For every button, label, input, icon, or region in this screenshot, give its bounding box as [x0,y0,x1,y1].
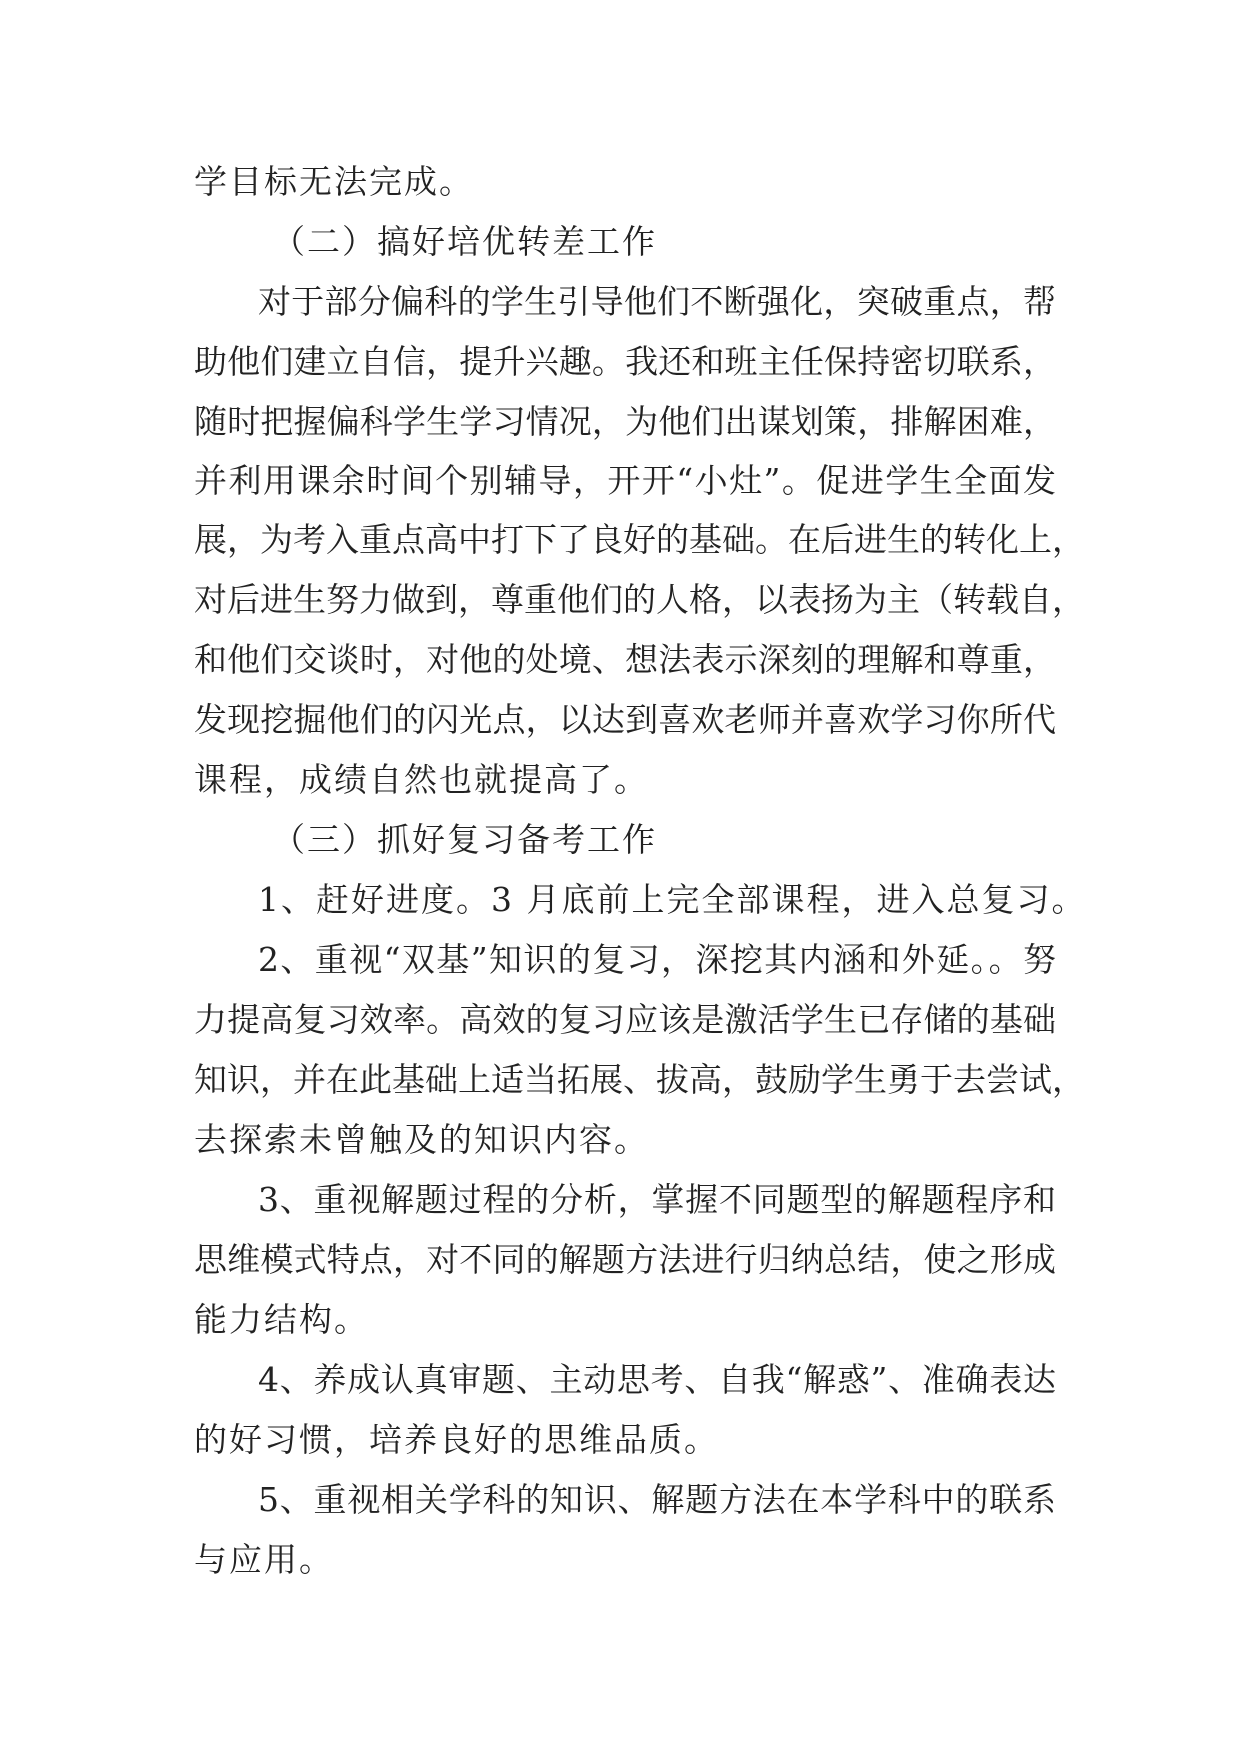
paragraph-line: 的好习惯，培养良好的思维品质。 [194,1420,719,1459]
paragraph-line: 对于部分偏科的学生引导他们不断强化，突破重点，帮 [258,282,1056,321]
list-item-line: 1、赶好进度。3 月底前上完全部课程，进入总复习。 [258,880,1087,919]
body-text-line: 学目标无法完成。 [194,162,474,201]
section-heading: （二）搞好培优转差工作 [272,222,657,261]
paragraph-line: 与应用。 [194,1540,334,1579]
paragraph-line: 随时把握偏科学生学习情况，为他们出谋划策，排解困难， [194,402,1056,441]
section-heading: （三）抓好复习备考工作 [272,820,657,859]
paragraph-line: 助他们建立自信，提升兴趣。我还和班主任保持密切联系， [194,342,1056,381]
paragraph-line: 对后进生努力做到，尊重他们的人格，以表扬为主（转载自， [194,580,1085,619]
paragraph-line: 思维模式特点，对不同的解题方法进行归纳总结，使之形成 [194,1240,1056,1279]
paragraph-line: 去探索未曾触及的知识内容。 [194,1120,649,1159]
paragraph-line: 知识，并在此基础上适当拓展、拔高，鼓励学生勇于去尝试， [194,1060,1085,1099]
paragraph-line: 发现挖掘他们的闪光点，以达到喜欢老师并喜欢学习你所代 [194,700,1056,739]
paragraph-line: 展，为考入重点高中打下了良好的基础。在后进生的转化上， [194,520,1085,559]
list-item-line: 2、重视“双基”知识的复习，深挖其内涵和外延。。努 [258,940,1056,979]
list-item-line: 3、重视解题过程的分析，掌握不同题型的解题程序和 [258,1180,1056,1219]
paragraph-line: 课程，成绩自然也就提高了。 [194,760,649,799]
list-item-line: 4、养成认真审题、主动思考、自我“解惑”、准确表达 [258,1360,1056,1399]
paragraph-line: 并利用课余时间个别辅导，开开“小灶”。促进学生全面发 [194,461,1056,500]
list-item-line: 5、重视相关学科的知识、解题方法在本学科中的联系 [258,1480,1056,1519]
paragraph-line: 力提高复习效率。高效的复习应该是激活学生已存储的基础 [194,1000,1056,1039]
paragraph-line: 和他们交谈时，对他的处境、想法表示深刻的理解和尊重， [194,640,1056,679]
paragraph-line: 能力结构。 [194,1300,369,1339]
